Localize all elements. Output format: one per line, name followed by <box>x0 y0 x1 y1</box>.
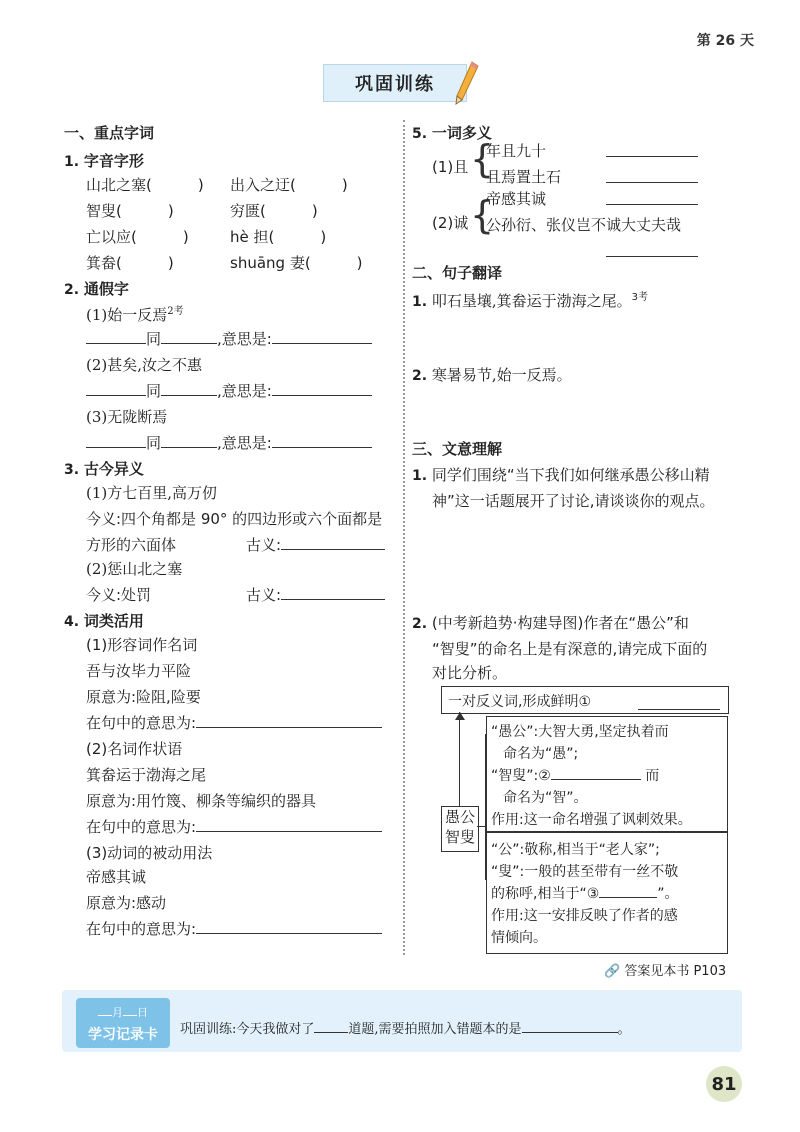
q3-title: 古今异义 <box>83 460 144 478</box>
map-answer-line-3[interactable] <box>599 883 657 898</box>
section-heading-1: 一、重点字词 <box>64 124 155 142</box>
polysemy-answer-line[interactable] <box>606 190 698 205</box>
polysemy-example: 且焉置土石 <box>486 168 562 186</box>
q3-jinyi-2: 今义:处罚 <box>86 586 152 604</box>
q4-s3-example: 帝感其诚 <box>86 868 147 886</box>
q4-s3-orig: 原意为:感动 <box>86 894 167 912</box>
arrow-up-icon <box>455 712 465 720</box>
q4-answer-row[interactable]: 在句中的意思为: <box>86 816 382 837</box>
q3-jinyi-1b: 方形的六面体 <box>86 536 177 554</box>
q4-answer-row[interactable]: 在句中的意思为: <box>86 918 382 939</box>
q4-s2: (2)名词作状语 <box>86 740 183 758</box>
q5-title: 一词多义 <box>431 124 492 142</box>
map-left-box: 愚公 智叟 <box>441 806 479 852</box>
map-box-address: “公”:敬称,相当于“老人家”; “叟”:一般的甚至带有一丝不敬 的称呼,相当于“③ ”。 作用:这一安排反映了作者的感 情倾向。 <box>486 832 728 954</box>
q5-number: 5. <box>412 126 428 142</box>
map-answer-line-1[interactable] <box>638 695 720 710</box>
polysemy-answer-line[interactable] <box>606 242 698 257</box>
pinyin-item[interactable]: 亡以应( ) <box>86 228 189 246</box>
section-heading-2: 二、句子翻译 <box>412 264 503 282</box>
polysemy-example: 公孙衍、张仪岂不诚大丈夫哉 <box>486 216 682 234</box>
q1-title: 字音字形 <box>83 152 144 170</box>
q3-sub2: (2)惩山北之塞 <box>86 560 183 578</box>
polysemy-label-qie: (1)且 <box>432 158 469 176</box>
polysemy-label-cheng: (2)诚 <box>432 214 469 232</box>
map-connector <box>459 712 460 806</box>
q4-number: 4. <box>64 614 80 630</box>
understanding-2: 2. (中考新趋势·构建导图)作者在“愚公”和 <box>412 614 689 632</box>
translation-2: 2. 寒暑易节,始一反焉。 <box>412 366 572 384</box>
column-divider <box>403 120 405 955</box>
pinyin-item[interactable]: 出入之迂( ) <box>230 176 348 194</box>
understanding-2-cont: “智叟”的命名上是有深意的,请完成下面的 <box>432 640 708 658</box>
q2-sub2: (2)甚矣,汝之不惠 <box>86 356 203 374</box>
understanding-1: 1. 同学们围绕“当下我们如何继承愚公移山精 <box>412 466 710 484</box>
q2-title: 通假字 <box>83 280 129 298</box>
study-record-card: 月 日 学习记录卡 <box>76 998 170 1048</box>
polysemy-example: 帝感其诚 <box>486 190 547 208</box>
q4-s1-orig: 原意为:险阻,险要 <box>86 688 201 706</box>
map-box-naming: “愚公”:大智大勇,坚定执着而 命名为“愚”; “智叟”:② 而 命名为“智”。 作用:这一命名增强了讽刺效果。 <box>486 716 728 832</box>
map-connector <box>477 826 485 827</box>
tongjia-answer-row[interactable]: 同 ,意思是: <box>86 328 372 349</box>
q1-number: 1. <box>64 154 80 170</box>
page-number: 81 <box>706 1066 742 1102</box>
tongjia-answer-row[interactable]: 同 ,意思是: <box>86 380 372 401</box>
link-icon: 🔗 <box>604 964 621 979</box>
polysemy-answer-line[interactable] <box>606 142 698 157</box>
map-answer-line-2[interactable] <box>551 765 641 780</box>
pinyin-item[interactable]: 箕畚( ) <box>86 254 174 272</box>
pinyin-item[interactable]: 穷匮( ) <box>230 202 318 220</box>
q2-sub1: (1)始一反焉$^{2考}$ <box>86 306 184 324</box>
q4-s3: (3)动词的被动用法 <box>86 844 213 862</box>
brace-icon: { <box>470 137 495 181</box>
understanding-1-cont: 神”这一话题展开了讨论,请谈谈你的观点。 <box>432 492 715 510</box>
polysemy-example: 年且九十 <box>486 142 547 160</box>
pinyin-item[interactable]: 山北之塞( ) <box>86 176 204 194</box>
q4-s2-orig: 原意为:用竹篾、柳条等编织的器具 <box>86 792 317 810</box>
brace-icon: { <box>470 193 495 237</box>
q3-sub1: (1)方七百里,高万仞 <box>86 484 218 502</box>
day-label: 第 26 天 <box>696 33 754 49</box>
section-title: 巩固训练 <box>323 64 467 102</box>
pinyin-item[interactable]: shuāng 妻( ) <box>230 254 363 272</box>
q3-number: 3. <box>64 462 80 478</box>
polysemy-answer-line[interactable] <box>606 168 698 183</box>
study-record-text[interactable]: 巩固训练:今天我做对了 道题,需要拍照加入错题本的是 。 <box>180 1018 631 1037</box>
pinyin-item[interactable]: 智叟( ) <box>86 202 174 220</box>
answer-reference: 🔗 答案见本书 P103 <box>604 964 727 979</box>
q4-s2-example: 箕畚运于渤海之尾 <box>86 766 207 784</box>
q2-sub3: (3)无陇断焉 <box>86 408 168 426</box>
pencil-icon <box>452 60 480 106</box>
section-heading-3: 三、文意理解 <box>412 440 503 458</box>
guyi-answer[interactable]: 古义: <box>246 534 385 555</box>
guyi-answer[interactable]: 古义: <box>246 584 385 605</box>
understanding-2-cont: 对比分析。 <box>432 664 508 682</box>
translation-1: 1. 叩石垦壤,箕畚运于渤海之尾。$^{3考}$ <box>412 292 648 310</box>
q4-s1: (1)形容词作名词 <box>86 636 198 654</box>
map-top-box: 一对反义词,形成鲜明① <box>441 686 729 714</box>
q4-s1-example: 吾与汝毕力平险 <box>86 662 192 680</box>
pinyin-item[interactable]: hè 担( ) <box>230 228 327 246</box>
q4-answer-row[interactable]: 在句中的意思为: <box>86 712 382 733</box>
q2-number: 2. <box>64 282 80 298</box>
tongjia-answer-row[interactable]: 同 ,意思是: <box>86 432 372 453</box>
q4-title: 词类活用 <box>83 612 144 630</box>
q3-jinyi-1a: 今义:四个角都是 90° 的四边形或六个面都是 <box>86 510 383 528</box>
